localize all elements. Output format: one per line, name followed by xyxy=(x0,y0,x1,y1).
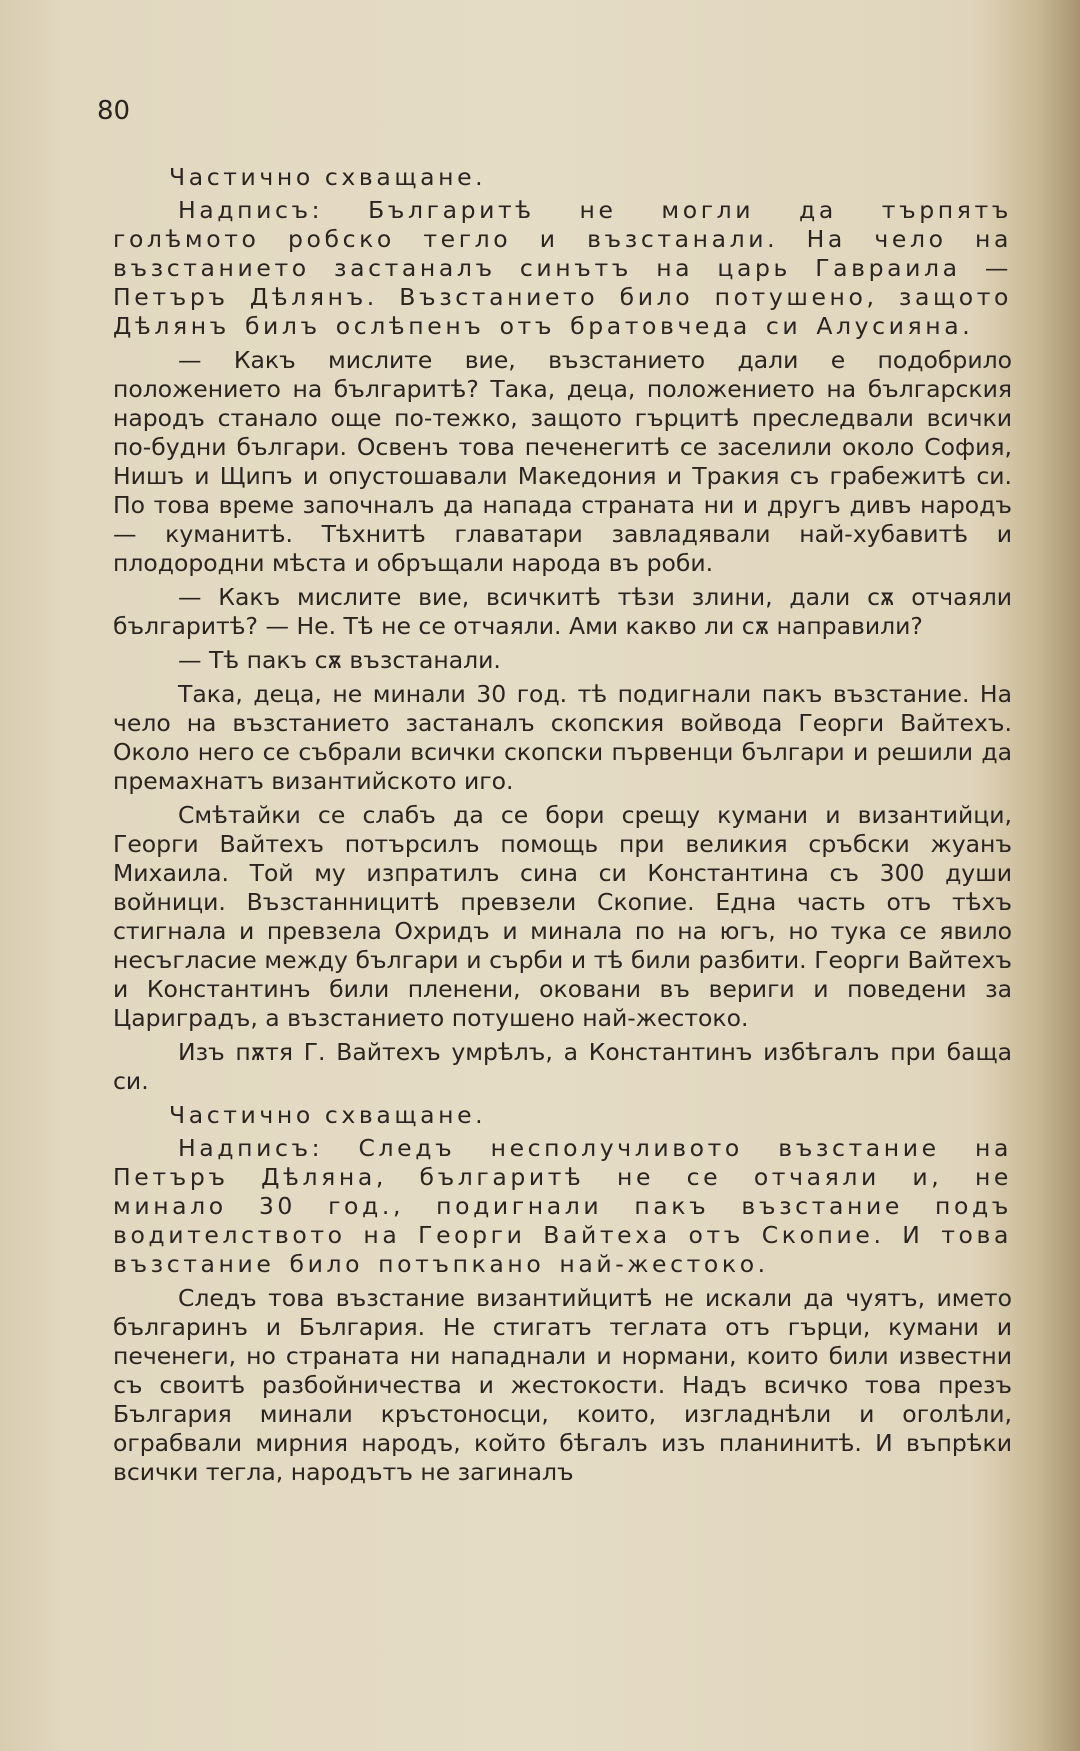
caption-paragraph: Надписъ: Следъ несполучливото възстание на Петъръ Дѣляна, българитѣ не се отчаяли и, не минало 30 год., подигнали пакъ възстание подъ водителството на Георги Вайтеха отъ Скопие. И това възстание било потъпкано най-жестоко. xyxy=(113,1134,1012,1278)
body-paragraph: — Какъ мислите вие, всичкитѣ тѣзи злини, дали сѫ отчаяли българитѣ? — Не. Тѣ не се отчаяли. Ами какво ли сѫ направили? xyxy=(113,583,1012,640)
section-heading: Частично схващане. xyxy=(169,1101,487,1129)
body-paragraph: Изъ пѫтя Г. Вайтехъ умрѣлъ, а Константинъ избѣгалъ при баща си. xyxy=(113,1038,1012,1095)
body-paragraph: Смѣтайки се слабъ да се бори срещу кумани и византийци, Георги Вайтехъ потърсилъ помощь при великия сръбски жуанъ Михаила. Той му изпратилъ сина си Константина съ 300 души войници. Възстанницитѣ превзели Скопие. Една часть отъ тѣхъ стигнала и превзела Охридъ и минала по на югъ, но тука се явило несъгласие между българи и сърби и тѣ били разбити. Георги Вайтехъ и Константинъ били пленени, оковани въ вериги и поведени за Цариградъ, а възстанието потушено най-жестоко. xyxy=(113,801,1012,1032)
page-number: 80 xyxy=(97,96,131,126)
caption-paragraph: Надписъ: Българитѣ не могли да търпятъ голѣмото робско тегло и възстанали. На чело на възстанието застаналъ синътъ на царь Гавраила — Петъръ Дѣлянъ. Възстанието било потушено, защото Дѣлянъ билъ ослѣпенъ отъ братовчеда си Алусияна. xyxy=(113,196,1012,340)
page-text xyxy=(113,163,1012,1492)
body-paragraph: — Тѣ пакъ сѫ възстанали. xyxy=(178,646,501,674)
body-paragraph: Следъ това възстание византийцитѣ не искали да чуятъ, името българинъ и България. Не стигатъ теглата отъ гърци, кумани и печенеги, но страната ни нападнали и нормани, които били известни съ своитѣ разбойничества и жестокости. Надъ всичко това презъ България минали кръстоносци, които, изгладнѣли и оголѣли, ограбвали мирния народъ, който бѣгалъ изъ планинитѣ. И въпрѣки всички тегла, народътъ не загиналъ xyxy=(113,1284,1012,1486)
body-paragraph: — Какъ мислите вие, възстанието дали е подобрило положението на българитѣ? Така, деца, положението на българския народъ станало още по-тежко, защото гърцитѣ преследвали всички по-будни българи. Освенъ това печенегитѣ се заселили около София, Нишъ и Щипъ и опустошавали Македония и Тракия съ грабежитѣ си. По това време започналъ да напада страната ни и другъ дивъ народъ — куманитѣ. Тѣхнитѣ главатари завладявали най-хубавитѣ и плодородни мѣста и обръщали народа въ роби. xyxy=(113,346,1012,577)
section-heading: Частично схващане. xyxy=(169,163,487,191)
body-paragraph: Така, деца, не минали 30 год. тѣ подигнали пакъ възстание. На чело на възстанието застаналъ скопския войвода Георги Вайтехъ. Около него се събрали всички скопски първенци българи и решили да премахнатъ византийското иго. xyxy=(113,680,1012,795)
